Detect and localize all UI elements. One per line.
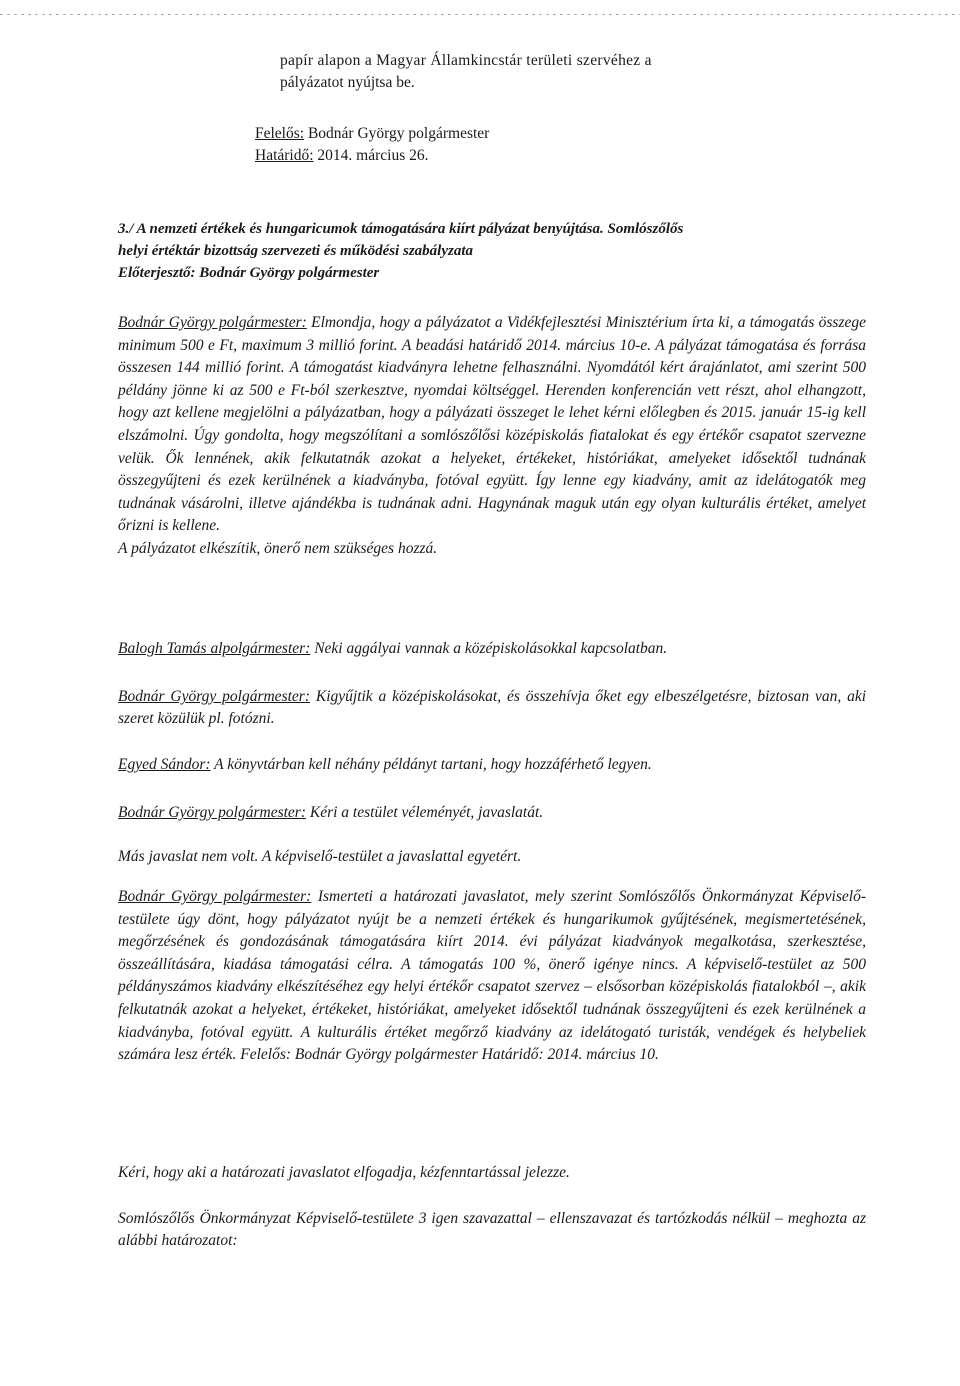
scan-edge-line — [0, 14, 960, 15]
speaker-4: Egyed Sándor: — [118, 756, 211, 773]
paragraph-7 — [118, 886, 866, 1067]
speaker-1: Bodnár György polgármester: — [118, 314, 307, 331]
paragraph-6 — [118, 846, 866, 868]
paragraph-4 — [118, 754, 866, 776]
intro-block — [280, 50, 790, 94]
paragraph-1-closing: A pályázatot elkészítik, önerő nem szükséges hozzá. — [118, 539, 438, 557]
paragraph-6-text: Más javaslat nem volt. A képviselő-testület a javaslattal egyetért. — [118, 848, 522, 865]
responsible-value: Bodnár György polgármester — [307, 125, 490, 142]
paragraph-8-text: Kéri, hogy aki a határozati javaslatot elfogadja, kézfenntartással jelezze. — [118, 1164, 570, 1181]
responsible-label: Felelős: — [255, 125, 305, 142]
intro-responsible — [255, 123, 655, 167]
speaker-5: Bodnár György polgármester: — [118, 804, 306, 821]
paragraph-7-text: Ismerteti a határozati javaslatot, mely szerint Somlószőlős Önkormányzat Képviselő-testülete úgy dönt, hogy pályázatot nyújt be a nemzeti értékek és hungarikumok gyűjtésének, megismertetésének, megőrzésének és gondozásának támogatására kiírt 2014. évi pályázat kiadványok megalkotása, szerkesztése, összeállítására, kiadása támogatási célra. A támogatás 100 %, önerő igénye nincs. A képviselő-testület az 500 példányszámos kiadvány elkészítéséhez egy helyi értékőr csapatot szervez – elsősorban középiskolás fiatalokból –, akik felkutatnák azokat a helyeket, értékeket, históriákat, amelyeket idősektől tudnának összegyűjteni és ezek kerülnének a kiadványba, fotóval együtt. A kulturális értéket megőrző kiadvány az idelátogató turisták, vendégek és helybeliek számára lesz érték. Felelős: Bodnár György polgármester Határidő: 2014. március 10. — [118, 888, 866, 1064]
section-presenter: Előterjesztő: Bodnár György polgármester — [118, 265, 380, 281]
deadline-label: Határidő: — [255, 147, 314, 164]
paragraph-5 — [118, 802, 866, 824]
paragraph-5-text: Kéri a testület véleményét, javaslatát. — [309, 804, 544, 821]
section-title-line-1: 3./ A nemzeti értékek és hungaricumok támogatására kiírt pályázat benyújtása. Somlószőlős — [118, 221, 684, 237]
intro-line-1: papír alapon a Magyar Államkincstár területi szervéhez a — [280, 52, 652, 69]
paragraph-1 — [118, 312, 866, 561]
paragraph-1-text: Elmondja, hogy a pályázatot a Vidékfejlesztési Minisztérium írta ki, a támogatás összege minimum 500 e Ft, maximum 3 millió forint. A beadási határidő 2014. március 10-e. A pályázat támogatása és forrása összesen 144 millió forint. A támogatást kiadványra lehetne felhasználni. Nyomdától kért árajánlatot, ami szerint 500 példány jönne ki az 500 e Ft-ból szerkesztve, nyomdai költséggel. Herenden konferencián vett részt, ahol elhangzott, hogy azt kellene megjelölni a pályázatban, hogy a pályázati összeget le lehet kérni előlegben és 2015. január 15-ig kell elszámolni. Úgy gondolta, hogy megszólítani a somlószőlősi középiskolás fiatalokat és egy értékőr csapatot szervezne velük. Ők lennének, akik felkutatnák azokat a helyeket, értékeket, históriákat, amelyeket idősektől tudnának összegyűjteni és ezek kerülnének a kiadványba, fotóval együtt. Így lenne egy kiadvány, amit az idelátogatók meg tudnának vásárolni, illetve ajándékba is tudnának adni. Hagynának maguk után egy olyan kulturális értéket, amelyet őrizni is kellene. — [118, 314, 867, 535]
intro-line-2: pályázatot nyújtsa be. — [280, 74, 415, 91]
paragraph-3-text: Kigyűjtik a középiskolásokat, és összehívja őket egy elbeszélgetésre, biztosan van, aki szeret közülük pl. fotózni. — [118, 688, 867, 727]
paragraph-3 — [118, 686, 866, 730]
section-heading — [118, 218, 870, 284]
paragraph-2 — [118, 638, 866, 660]
paragraph-4-text: A könyvtárban kell néhány példányt tartani, hogy hozzáférhető legyen. — [214, 756, 652, 773]
speaker-2: Balogh Tamás alpolgármester: — [118, 640, 311, 657]
section-title-line-2: helyi értéktár bizottság szervezeti és működési szabályzata — [118, 243, 473, 259]
paragraph-8 — [118, 1162, 866, 1184]
paragraph-2-text: Neki aggályai vannak a középiskolásokkal kapcsolatban. — [314, 640, 668, 657]
speaker-3: Bodnár György polgármester: — [118, 688, 310, 705]
paragraph-9 — [118, 1208, 866, 1252]
deadline-value: 2014. március 26. — [317, 147, 429, 164]
speaker-7: Bodnár György polgármester: — [118, 888, 312, 905]
paragraph-9-text: Somlószőlős Önkormányzat Képviselő-testülete 3 igen szavazattal – ellenszavazat és tartózkodás nélkül – meghozta az alábbi határozatot: — [118, 1210, 866, 1249]
